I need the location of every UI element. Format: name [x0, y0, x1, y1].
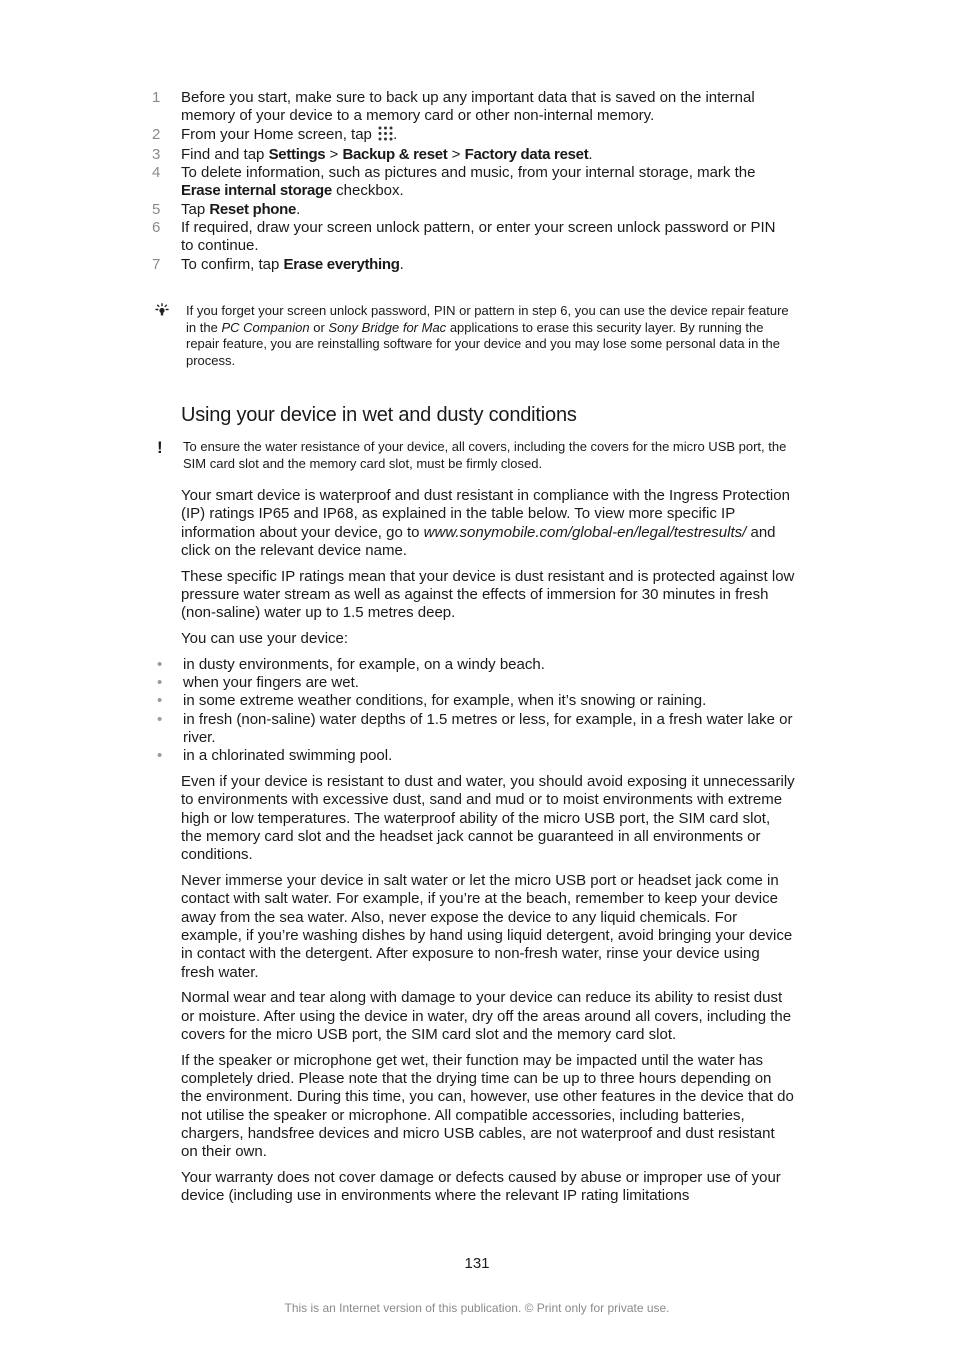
bullet-icon: •	[157, 674, 163, 692]
testresults-link[interactable]: www.sonymobile.com/global-en/legal/testresults/	[423, 523, 747, 541]
factory-data-reset-label: Factory data reset	[464, 145, 589, 163]
step-text: Find and tap Settings > Backup & reset > Factory data reset.	[181, 145, 593, 163]
step-text: To delete information, such as pictures and music, from your internal storage, mark the Erase internal storage checkbox.	[181, 164, 756, 200]
erase-everything-label: Erase everything	[283, 255, 400, 273]
sony-bridge-label: Sony Bridge for Mac	[328, 319, 447, 335]
usage-bullet-list	[155, 656, 795, 766]
list-item: • in a chlorinated swimming pool.	[157, 747, 393, 765]
footer-note: This is an Internet version of this publication. © Print only for private use.	[284, 1301, 670, 1315]
list-item: • in fresh (non-saline) water depths of 1.5 metres or less, for example, in a fresh water lake or river.	[157, 710, 793, 747]
step-number: 3	[152, 145, 161, 163]
settings-label: Settings	[268, 145, 326, 163]
tip-note	[155, 303, 795, 369]
step-number: 7	[152, 255, 161, 273]
exclamation-icon: !	[157, 438, 163, 457]
erase-internal-storage-label: Erase internal storage	[181, 182, 332, 200]
step-text: If required, draw your screen unlock pattern, or enter your screen unlock password or PIN to continue.	[181, 219, 776, 255]
step-text: To confirm, tap Erase everything.	[181, 255, 404, 273]
bullet-icon: •	[157, 692, 163, 710]
list-item: • when your fingers are wet.	[157, 674, 359, 692]
warning-note	[155, 439, 795, 472]
step-number: 6	[152, 219, 161, 237]
step-2	[152, 126, 792, 146]
bullet-icon: •	[157, 655, 163, 673]
tip-text: If you forget your screen unlock password, PIN or pattern in step 6, you can use the device repair feature in the PC Companion or Sony Bridge for Mac applications to erase this security layer. By running the repair feature, you are reinstalling software for your device and you may lose some personal data in the process.	[186, 303, 789, 368]
backup-reset-label: Backup & reset	[342, 145, 448, 163]
paragraph: You can use your device:	[181, 630, 349, 648]
step-5	[152, 201, 792, 219]
paragraph: Your warranty does not cover damage or defects caused by abuse or improper use of your device (including use in environments where the relevant IP rating limitations	[181, 1169, 781, 1205]
apps-grid-icon	[378, 126, 393, 146]
warning-text: To ensure the water resistance of your device, all covers, including the covers for the micro USB port, the SIM card slot and the memory card slot, must be firmly closed.	[183, 439, 787, 471]
step-1	[152, 89, 792, 126]
reset-phone-label: Reset phone	[209, 200, 297, 218]
lightbulb-icon	[155, 303, 186, 369]
paragraph: Never immerse your device in salt water or let the micro USB port or headset jack come in contact with salt water. For example, if you’re at the beach, remember to keep your device away from the sea water. Also, never expose the device to any liquid chemicals. For example, if you’re washing dishes by hand using liquid detergent, avoid bringing your device in contact with the detergent. After exposure to non-fresh water, rinse your device using fresh water.	[181, 872, 793, 981]
bullet-icon: •	[157, 710, 163, 728]
step-text: Before you start, make sure to back up any important data that is saved on the internal memory of your device to a memory card or other non-internal memory.	[181, 89, 755, 125]
bullet-icon: •	[157, 747, 163, 765]
steps-list	[152, 89, 792, 274]
step-6	[152, 219, 792, 256]
step-number: 2	[152, 125, 161, 143]
paragraph: Normal wear and tear along with damage to your device can reduce its ability to resist dust or moisture. After using the device in water, dry off the areas around all covers, including the covers for the micro USB port, the SIM card slot and the memory card slot.	[181, 989, 792, 1044]
paragraph-ip-ratings: Your smart device is waterproof and dust resistant in compliance with the Ingress Protection (IP) ratings IP65 and IP68, as explained in the table below. To view more specific IP information about your device, go to www.sonymobile.com/global-en/legal/testresults/ and click on the relevant device name.	[181, 487, 790, 559]
paragraph: If the speaker or microphone get wet, their function may be impacted until the water has completely dried. Please note that the drying time can be up to three hours depending on the environment. During this time, you can, however, use other features in the device that do not utilise the speaker or microphone. All compatible accessories, including batteries, chargers, handsfree devices and micro USB cables, are not waterproof and dust resistant on their own.	[181, 1051, 794, 1161]
step-4	[152, 164, 792, 201]
step-3	[152, 146, 792, 164]
page-number: 131	[464, 1255, 490, 1272]
list-item: • in some extreme weather conditions, for example, when it’s snowing or raining.	[157, 692, 707, 710]
body-text	[157, 487, 795, 1213]
step-number: 5	[152, 200, 161, 218]
step-text: From your Home screen, tap .	[181, 126, 792, 146]
step-number: 4	[152, 164, 161, 182]
paragraph: These specific IP ratings mean that your device is dust resistant and is protected against low pressure water stream as well as against the effects of immersion for 30 minutes in fresh (non-saline) water up to 1.5 metres deep.	[181, 567, 795, 622]
paragraph: Even if your device is resistant to dust and water, you should avoid exposing it unnecessarily to environments with excessive dust, sand and mud or to moist environments with extreme high or low temperatures. The waterproof ability of the micro USB port, the SIM card slot, the memory card slot and the headset jack cannot be guaranteed in all environments or conditions.	[181, 773, 795, 864]
step-number: 1	[152, 89, 161, 106]
section-title: Using your device in wet and dusty conditions	[181, 404, 577, 426]
step-7	[152, 256, 792, 274]
step-text: Tap Reset phone.	[181, 200, 301, 218]
list-item: • in dusty environments, for example, on a windy beach.	[157, 655, 545, 673]
pc-companion-label: PC Companion	[221, 319, 310, 335]
